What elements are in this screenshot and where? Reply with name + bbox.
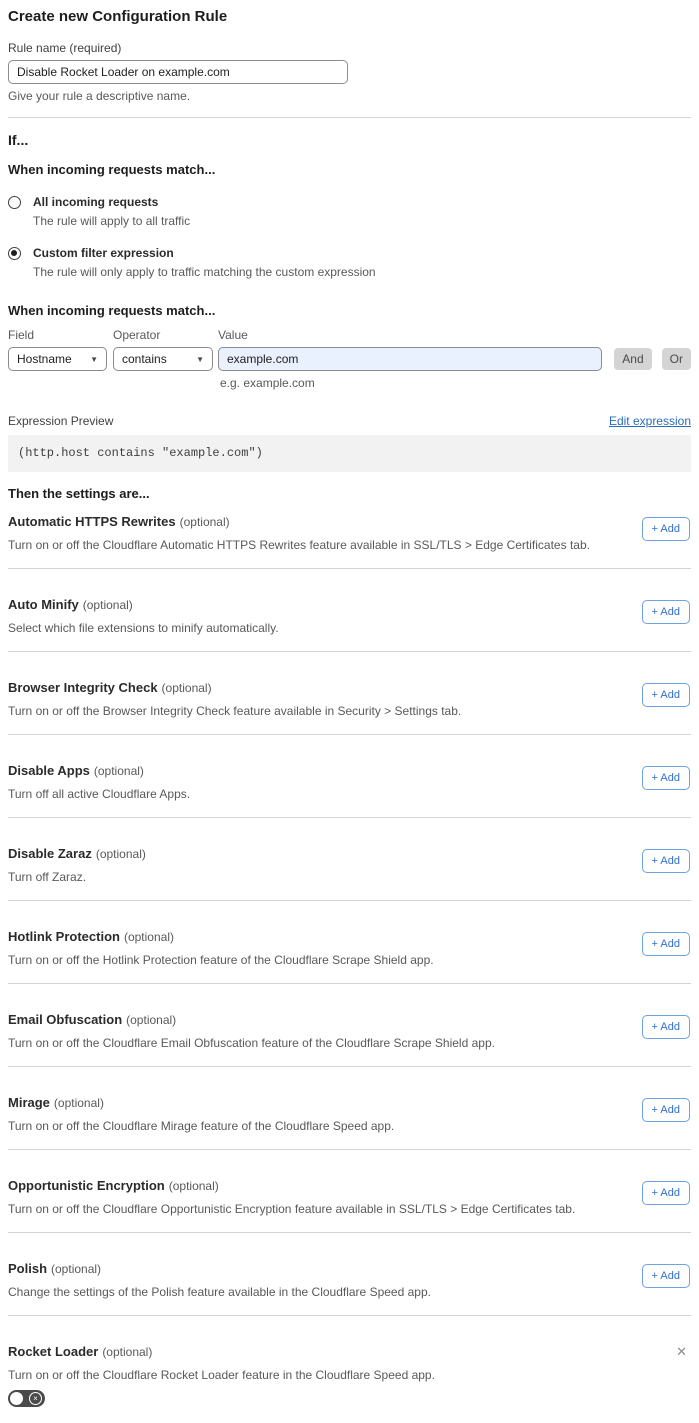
setting-optional-label: (optional) [95,847,146,861]
expression-builder-heading: When incoming requests match... [8,303,216,318]
operator-label: Operator [113,328,161,342]
setting-description: Turn off Zaraz. [8,870,87,884]
and-button[interactable]: And [614,348,651,370]
setting-description: Turn off all active Cloudflare Apps. [8,787,191,801]
radio-option-all-incoming [8,195,691,228]
radio-option-custom-filter [8,246,691,279]
setting-title: Disable Apps [8,763,90,778]
if-heading: If... [8,132,29,148]
toggle-knob [10,1392,23,1405]
settings-heading: Then the settings are... [8,486,150,501]
add-setting-button[interactable]: + Add [642,1098,690,1122]
setting-title: Opportunistic Encryption [8,1178,165,1193]
setting-title: Disable Zaraz [8,846,92,861]
setting-row-disable-zaraz [8,817,691,900]
rule-name-input[interactable] [8,60,348,84]
rule-name-help: Give your rule a descriptive name. [8,89,191,103]
chevron-down-icon: ▼ [90,354,98,364]
radio-all-incoming-requests[interactable] [8,196,21,209]
radio-description: The rule will only apply to traffic matching the custom expression [33,265,376,279]
add-setting-button[interactable]: + Add [642,932,690,956]
setting-row-auto-minify [8,568,691,651]
setting-title: Email Obfuscation [8,1012,123,1027]
value-label: Value [218,328,248,342]
rocket-loader-toggle[interactable] [8,1390,45,1407]
setting-description: Turn on or off the Browser Integrity Check feature available in Security > Settings tab. [8,704,462,718]
add-setting-button[interactable]: + Add [642,600,690,624]
setting-row-hotlink-protection [8,900,691,983]
setting-optional-label: (optional) [93,764,144,778]
setting-description: Turn on or off the Cloudflare Mirage feature of the Cloudflare Speed app. [8,1119,395,1133]
setting-title: Auto Minify [8,597,79,612]
section-divider [8,117,691,118]
field-label: Field [8,328,35,342]
rule-name-label: Rule name (required) [8,41,122,55]
setting-optional-label: (optional) [126,1013,177,1027]
field-select[interactable] [8,347,107,371]
operator-select-value: contains [122,352,167,366]
value-input[interactable] [218,347,602,371]
edit-expression-link[interactable]: Edit expression [608,414,691,428]
setting-title: Automatic HTTPS Rewrites [8,514,176,529]
setting-title: Hotlink Protection [8,929,120,944]
setting-optional-label: (optional) [123,930,174,944]
expression-preview-row [8,414,691,428]
radio-custom-filter-expression[interactable] [8,247,21,260]
setting-title: Mirage [8,1095,50,1110]
setting-description: Turn on or off the Cloudflare Email Obfuscation feature of the Cloudflare Scrape Shield app. [8,1036,495,1050]
page-title: Create new Configuration Rule [8,8,228,25]
setting-description: Turn on or off the Hotlink Protection feature of the Cloudflare Scrape Shield app. [8,953,434,967]
setting-optional-label: (optional) [53,1096,104,1110]
setting-row-disable-apps [8,734,691,817]
add-setting-button[interactable]: + Add [642,517,690,541]
setting-title: Browser Integrity Check [8,680,158,695]
chevron-down-icon: ▼ [196,354,204,364]
setting-description: Turn on or off the Cloudflare Opportunistic Encryption feature available in SSL/TLS > Edge Certificates tab. [8,1202,576,1216]
setting-row-rocket-loader [8,1315,691,1423]
add-setting-button[interactable]: + Add [642,849,690,873]
incoming-requests-match-heading: When incoming requests match... [8,162,216,177]
setting-row-browser-integrity-check [8,651,691,734]
toggle-off-icon: × [29,1392,42,1405]
setting-optional-label: (optional) [51,1262,102,1276]
setting-description: Change the settings of the Polish feature available in the Cloudflare Speed app. [8,1285,431,1299]
add-setting-button[interactable]: + Add [642,1264,690,1288]
add-setting-button[interactable]: + Add [642,1015,690,1039]
radio-label: All incoming requests [33,195,159,209]
setting-optional-label: (optional) [102,1345,153,1359]
setting-optional-label: (optional) [161,681,212,695]
setting-row-mirage [8,1066,691,1149]
setting-optional-label: (optional) [82,598,133,612]
radio-description: The rule will apply to all traffic [33,214,191,228]
operator-select[interactable] [113,347,213,371]
add-setting-button[interactable]: + Add [642,1181,690,1205]
value-hint: e.g. example.com [220,376,315,390]
expression-preview-label: Expression Preview [8,414,114,428]
expression-preview-code: (http.host contains "example.com") [8,435,691,472]
expression-builder-row [8,328,691,371]
setting-description: Select which file extensions to minify automatically. [8,621,279,635]
add-setting-button[interactable]: + Add [642,766,690,790]
setting-row-polish [8,1232,691,1315]
setting-description: Turn on or off the Cloudflare Automatic HTTPS Rewrites feature available in SSL/TLS > Edge Certificates tab. [8,538,590,552]
setting-row-opportunistic-encryption [8,1149,691,1232]
setting-row-automatic-https-rewrites [8,501,691,568]
add-setting-button[interactable]: + Add [642,683,690,707]
radio-label: Custom filter expression [33,246,174,260]
setting-optional-label: (optional) [168,1179,219,1193]
close-icon[interactable]: ✕ [676,1344,687,1359]
setting-title: Rocket Loader [8,1344,99,1359]
field-select-value: Hostname [17,352,72,366]
setting-row-email-obfuscation [8,983,691,1066]
setting-description: Turn on or off the Cloudflare Rocket Loader feature in the Cloudflare Speed app. [8,1368,435,1382]
or-button[interactable]: Or [662,348,691,370]
setting-optional-label: (optional) [179,515,230,529]
setting-title: Polish [8,1261,48,1276]
